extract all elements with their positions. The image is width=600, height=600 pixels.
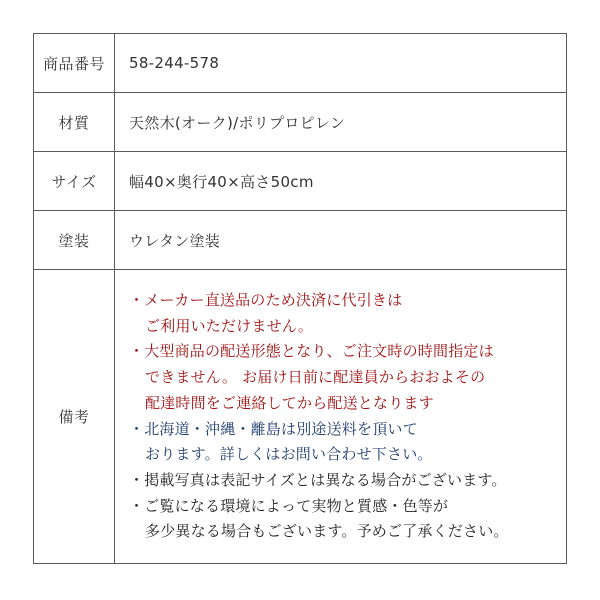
note-line: ・ご覧になる環境によって実物と質感・色等が [129, 496, 449, 515]
note-color-variance [129, 494, 566, 545]
note-line: ・メーカー直送品のため決済に代引きは [129, 290, 403, 309]
note-line: ご利用いただけません。 [145, 316, 314, 335]
size-value: 幅40×奥行40×高さ50cm [115, 152, 567, 211]
note-line: 配達時間をご連絡してから配送となります [145, 393, 434, 412]
size-label: サイズ [34, 152, 115, 211]
note-line: 多少異なる場合もございます。予めご了承ください。 [145, 522, 509, 541]
note-line: できません。 お届け日前に配達員からおおよその [145, 368, 486, 387]
product-spec-table [33, 33, 567, 564]
note-line: おります。詳しくはお問い合わせ下さい。 [145, 445, 433, 464]
spec-row-material [34, 93, 567, 152]
finish-value: ウレタン塗装 [115, 211, 567, 270]
note-line: ・掲載写真は表記サイズとは異なる場合がございます。 [129, 470, 507, 489]
note-delivery-time [129, 339, 566, 416]
spec-row-notes [34, 270, 567, 564]
spec-row-size [34, 152, 567, 211]
notes-label: 備考 [34, 270, 115, 564]
product-number-value: 58-244-578 [115, 34, 567, 93]
spec-row-product-number [34, 34, 567, 93]
note-cash-on-delivery [129, 288, 566, 339]
note-line: ・大型商品の配送形態となり、ご注文時の時間指定は [129, 342, 494, 361]
note-line: ・北海道・沖縄・離島は別途送料を頂いて [129, 419, 418, 438]
note-photo-size [129, 468, 566, 494]
note-shipping-fee [129, 417, 566, 468]
spec-row-finish [34, 211, 567, 270]
material-label: 材質 [34, 93, 115, 152]
notes-cell [115, 270, 567, 564]
product-number-label: 商品番号 [34, 34, 115, 93]
finish-label: 塗装 [34, 211, 115, 270]
material-value: 天然木(オーク)/ポリプロピレン [115, 93, 567, 152]
